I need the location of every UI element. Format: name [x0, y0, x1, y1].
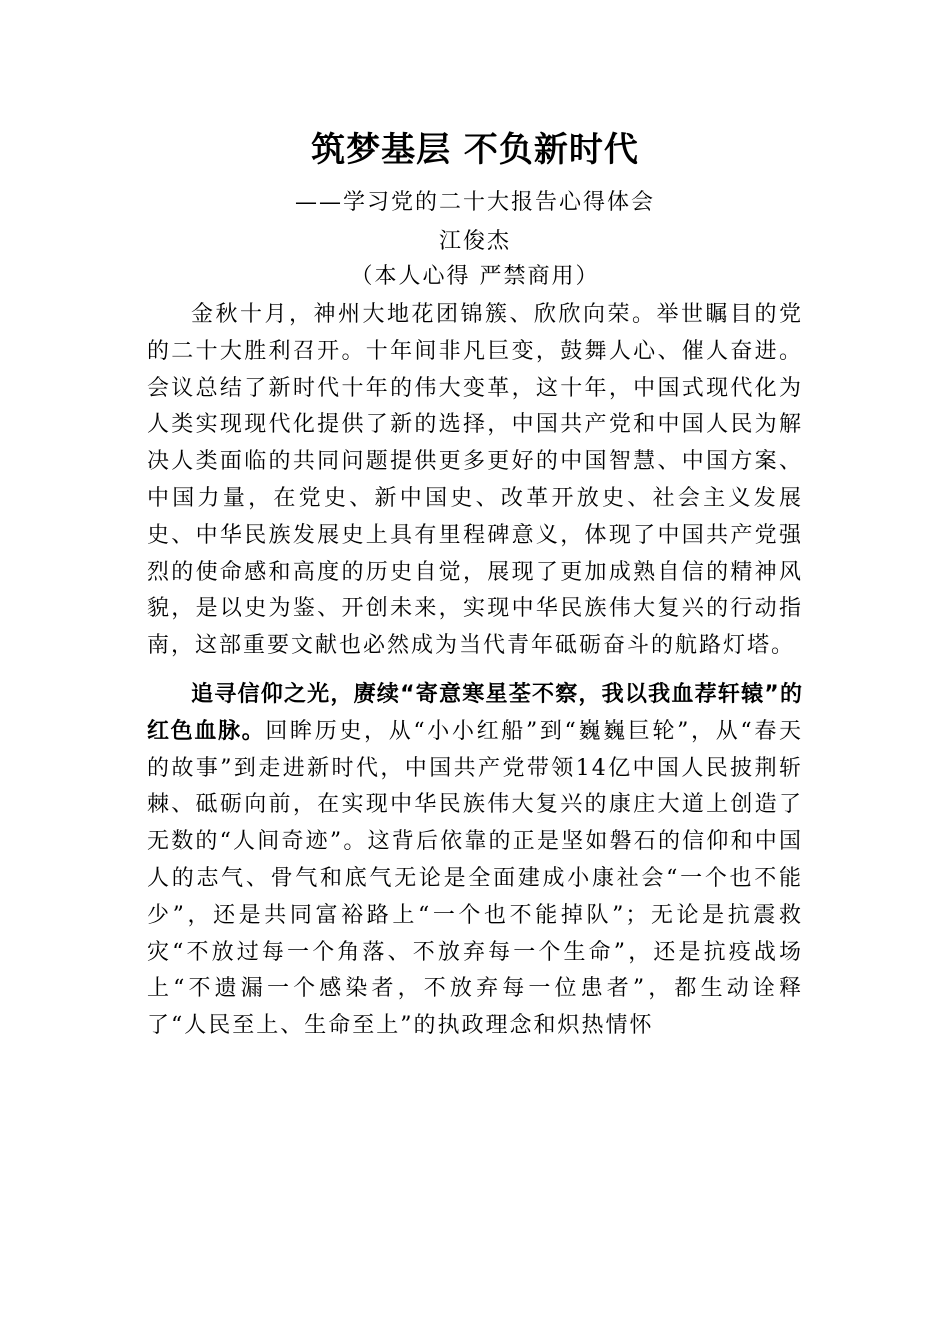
author-name: 江俊杰	[438, 229, 511, 254]
paragraph-2-body: 回眸历史，从“小小红船”到“巍巍巨轮”，从“春天的故事”到走进新时代，中国共产党带领14亿中国人民披荆斩棘、砥砺向前，在实现中华民族伟大复兴的康庄大道上创造了无数的“人间奇迹”。这背后依靠的正是坚如磐石的信仰和中国人的志气、骨气和底气无论是全面建成小康社会“一个也不能少”，还是共同富裕路上“一个也不能掉队”；无论是抗震救灾“不放过每一个角落、不放弃每一个生命”，还是抗疫战场上“不遗漏一个感染者，不放弃每一位患者”，都生动诠释了“人民至上、生命至上”的执政理念和炽热情怀	[147, 718, 803, 1039]
document-subtitle: ——学习党的二十大报告心得体会	[294, 190, 655, 215]
paragraph-2-lead: 追寻信仰之光，赓续“寄意寒星荃不察，我以我血荐轩辕”的红色血脉。	[147, 682, 803, 744]
paragraph-1: 金秋十月，神州大地花团锦簇、欣欣向荣。举世瞩目的党的二十大胜利召开。十年间非凡巨变，鼓舞人心、催人奋进。会议总结了新时代十年的伟大变革，这十年，中国式现代化为人类实现现代化提供了新的选择，中国共产党和中国人民为解决人类面临的共同问题提供更多更好的中国智慧、中国方案、中国力量，在党史、新中国史、改革开放史、社会主义发展史、中华民族发展史上具有里程碑意义，体现了中国共产党强烈的使命感和高度的历史自觉，展现了更加成熟自信的精神风貌，是以史为鉴、开创未来，实现中华民族伟大复兴的行动指南，这部重要文献也必然成为当代青年砥砺奋斗的航路灯塔。	[147, 302, 803, 659]
paragraph-2	[147, 677, 803, 1045]
document-title: 筑梦基层 不负新时代	[311, 130, 639, 170]
usage-note: （本人心得 严禁商用）	[350, 264, 600, 289]
